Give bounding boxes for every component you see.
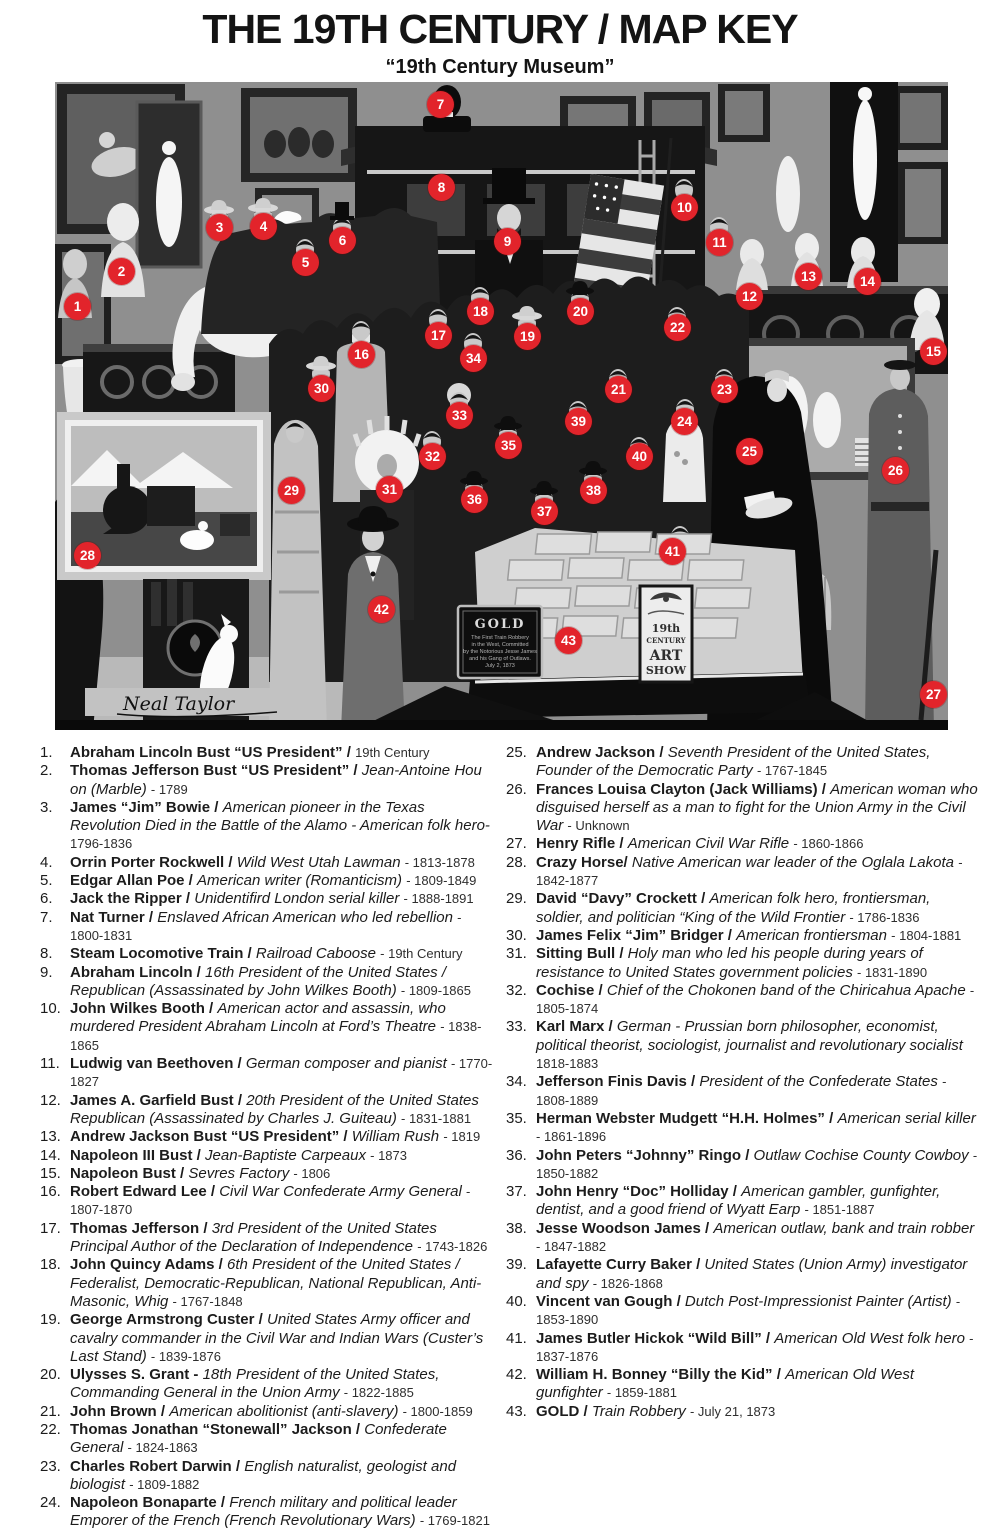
legend-item-16 [40, 1183, 498, 1220]
map-marker-33: 33 [446, 402, 473, 429]
legend-item-number: 33. [506, 1018, 527, 1036]
legend-item-number: 37. [506, 1183, 527, 1201]
legend-item-text: Napoleon III Bust / Jean-Baptiste Carpeaux - 1873 [70, 1146, 408, 1164]
legend-item-15 [40, 1165, 498, 1183]
map-marker-32: 32 [419, 443, 446, 470]
svg-text:and his Gang of Outlaws.: and his Gang of Outlaws. [469, 656, 531, 662]
legend-item-text: Ulysses S. Grant - 18th President of the United States, Commanding General in the Union Army - 1822-1885 [70, 1366, 440, 1402]
map-marker-18: 18 [467, 298, 494, 325]
map-marker-29: 29 [278, 477, 305, 504]
legend-item-31 [506, 945, 980, 982]
legend-item-number: 18. [40, 1256, 61, 1274]
legend-item-text: James Butler Hickok “Wild Bill” / American Old West folk hero - 1837-1876 [536, 1329, 974, 1364]
legend-column-left [40, 744, 498, 1531]
legend-item-text: Henry Rifle / American Civil War Rifle - 1860-1866 [536, 835, 864, 853]
map-marker-2: 2 [108, 258, 135, 285]
legend-item-text: Napoleon Bonaparte / French military and political leader Emporer of the French (French Revolutionary Wars) - 1769-1821 [70, 1494, 490, 1530]
map-marker-4: 4 [250, 213, 277, 240]
legend-item-number: 10. [40, 1000, 61, 1018]
legend-item-text: William H. Bonney “Billy the Kid” / American Old West gunfighter - 1859-1881 [536, 1366, 915, 1402]
map-marker-3: 3 [206, 214, 233, 241]
legend-item-number: 34. [506, 1073, 527, 1091]
legend-item-39 [506, 1256, 980, 1293]
legend-item-number: 12. [40, 1091, 61, 1109]
legend-item-41 [506, 1330, 980, 1367]
svg-text:19th: 19th [651, 622, 681, 635]
map-marker-11: 11 [706, 229, 733, 256]
legend-item-number: 39. [506, 1256, 527, 1274]
map-key-legend [40, 744, 980, 1531]
legend-item-12 [40, 1092, 498, 1129]
legend-item-40 [506, 1293, 980, 1330]
legend-item-11 [40, 1055, 498, 1092]
legend-item-text: Vincent van Gough / Dutch Post-Impressionist Painter (Artist) - 1853-1890 [536, 1292, 961, 1328]
legend-item-text: Napoleon Bust / Sevres Factory - 1806 [70, 1164, 331, 1182]
poster-subtitle: “19th Century Museum” [385, 56, 615, 78]
legend-item-24 [40, 1494, 498, 1531]
legend-item-number: 5. [40, 872, 53, 890]
map-marker-20: 20 [567, 298, 594, 325]
legend-item-34 [506, 1073, 980, 1110]
legend-item-number: 38. [506, 1219, 527, 1237]
legend-item-number: 7. [40, 908, 53, 926]
legend-item-text: George Armstrong Custer / United States Army officer and cavalry commander in the Civil War and Indian Wars (Custer’s Last Stand) - 1839-1876 [70, 1311, 484, 1365]
legend-item-text: Jefferson Finis Davis / President of the Confederate States - 1808-1889 [536, 1073, 947, 1108]
legend-item-text: Thomas Jonathan “Stonewall” Jackson / Confederate General - 1824-1863 [70, 1420, 447, 1457]
map-marker-22: 22 [664, 314, 691, 341]
legend-item-23 [40, 1458, 498, 1495]
map-marker-23: 23 [711, 376, 738, 403]
legend-item-35 [506, 1110, 980, 1147]
map-marker-9: 9 [494, 228, 521, 255]
svg-text:by the Notorious Jesse James: by the Notorious Jesse James [463, 649, 537, 655]
legend-item-21 [40, 1403, 498, 1421]
legend-item-number: 31. [506, 945, 527, 963]
map-marker-6: 6 [329, 227, 356, 254]
legend-item-text: Abraham Lincoln / 16th President of the United States / Republican (Assassinated by John Wilkes Booth) - 1809-1865 [70, 963, 471, 999]
map-marker-35: 35 [495, 432, 522, 459]
legend-item-number: 14. [40, 1146, 61, 1164]
map-marker-24: 24 [671, 408, 698, 435]
map-marker-42: 42 [368, 596, 395, 623]
legend-item-number: 41. [506, 1329, 527, 1347]
legend-item-3 [40, 799, 498, 854]
legend-item-number: 2. [40, 762, 53, 780]
svg-text:July 2, 1873: July 2, 1873 [485, 663, 515, 669]
legend-item-text: Abraham Lincoln Bust “US President” / 19th Century [70, 744, 430, 761]
legend-item-14 [40, 1147, 498, 1165]
map-marker-40: 40 [626, 443, 653, 470]
legend-item-number: 30. [506, 926, 527, 944]
map-marker-43: 43 [555, 627, 582, 654]
legend-item-30 [506, 927, 980, 945]
map-marker-41: 41 [659, 538, 686, 565]
legend-item-number: 13. [40, 1128, 61, 1146]
legend-item-19 [40, 1311, 498, 1366]
legend-item-text: Jesse Woodson James / American outlaw, bank and train robber - 1847-1882 [536, 1219, 975, 1255]
map-marker-14: 14 [854, 268, 881, 295]
legend-item-20 [40, 1366, 498, 1403]
svg-text:ART: ART [649, 648, 683, 664]
legend-item-number: 1. [40, 744, 53, 761]
legend-item-number: 8. [40, 945, 53, 963]
map-marker-26: 26 [882, 457, 909, 484]
map-marker-27: 27 [920, 681, 947, 708]
legend-item-38 [506, 1220, 980, 1257]
artist-signature: Neal Taylor [123, 693, 235, 715]
map-marker-38: 38 [580, 477, 607, 504]
svg-text:The First Train Robbery: The First Train Robbery [471, 635, 529, 641]
map-marker-8: 8 [428, 174, 455, 201]
legend-item-number: 28. [506, 853, 527, 871]
legend-item-number: 15. [40, 1164, 61, 1182]
legend-item-number: 23. [40, 1457, 61, 1475]
legend-item-number: 32. [506, 981, 527, 999]
legend-item-text: Nat Turner / Enslaved African American who led rebellion - 1800-1831 [70, 908, 462, 943]
legend-item-text: John Quincy Adams / 6th President of the United States / Federalist, Democratic-Republican, National Republican, Anti-Masonic, Whig - 1767-1848 [70, 1256, 482, 1310]
legend-item-1 [40, 744, 498, 762]
legend-item-number: 24. [40, 1494, 61, 1512]
legend-item-number: 20. [40, 1366, 61, 1384]
map-marker-19: 19 [514, 323, 541, 350]
legend-item-text: Jack the Ripper / Unidentifird London serial killer - 1888-1891 [70, 890, 474, 908]
legend-item-36 [506, 1147, 980, 1184]
legend-item-text: GOLD / Train Robbery - July 21, 1873 [536, 1402, 776, 1420]
map-marker-10: 10 [671, 194, 698, 221]
legend-item-number: 26. [506, 780, 527, 798]
legend-item-text: John Peters “Johnny” Ringo / Outlaw Cochise County Cowboy - 1850-1882 [536, 1146, 978, 1181]
map-marker-25: 25 [736, 438, 763, 465]
map-marker-13: 13 [795, 263, 822, 290]
legend-item-18 [40, 1256, 498, 1311]
legend-item-number: 35. [506, 1109, 527, 1127]
legend-item-number: 27. [506, 835, 527, 853]
legend-item-text: Robert Edward Lee / Civil War Confederate Army General - 1807-1870 [70, 1183, 471, 1218]
legend-item-text: Herman Webster Mudgett “H.H. Holmes” / American serial killer - 1861-1896 [536, 1109, 976, 1145]
map-marker-39: 39 [565, 408, 592, 435]
legend-item-number: 22. [40, 1420, 61, 1438]
svg-text:in the West, Committed: in the West, Committed [471, 642, 529, 648]
legend-item-42 [506, 1366, 980, 1403]
svg-text:CENTURY: CENTURY [646, 636, 686, 645]
map-marker-7: 7 [427, 91, 454, 118]
map-marker-5: 5 [292, 249, 319, 276]
map-marker-37: 37 [531, 498, 558, 525]
map-marker-34: 34 [460, 345, 487, 372]
legend-item-27 [506, 835, 980, 853]
map-marker-28: 28 [74, 542, 101, 569]
legend-item-number: 9. [40, 963, 53, 981]
map-marker-21: 21 [605, 376, 632, 403]
legend-item-28 [506, 854, 980, 891]
legend-item-number: 16. [40, 1183, 61, 1201]
legend-item-text: Karl Marx / German - Prussian born philosopher, economist, political theorist, sociologist, journalist and revolutionary socialist 1818-1883 [536, 1018, 963, 1072]
legend-item-text: Sitting Bull / Holy man who led his people during years of resistance to United States government policies - 1831-1890 [536, 945, 928, 981]
legend-item-text: Frances Louisa Clayton (Jack Williams) / American woman who disguised herself as a man to fight for the Union Army in the Civil War - Unknown [536, 780, 978, 835]
legend-item-text: Orrin Porter Rockwell / Wild West Utah Lawman - 1813-1878 [70, 853, 475, 871]
legend-column-right [506, 744, 980, 1531]
legend-item-17 [40, 1220, 498, 1257]
legend-item-5 [40, 872, 498, 890]
poster-title: THE 19TH CENTURY / MAP KEY [202, 6, 798, 52]
legend-item-text: Andrew Jackson Bust “US President” / William Rush - 1819 [70, 1128, 481, 1146]
legend-item-text: Thomas Jefferson / 3rd President of the United States Principal Author of the Declaration of Independence - 1743-1826 [70, 1219, 488, 1256]
legend-item-9 [40, 964, 498, 1001]
map-marker-15: 15 [920, 338, 947, 365]
legend-item-text: Cochise / Chief of the Chokonen band of the Chiricahua Apache - 1805-1874 [536, 981, 975, 1017]
map-marker-30: 30 [308, 375, 335, 402]
gold-plaque-title: GOLD [474, 617, 526, 632]
legend-item-number: 3. [40, 798, 53, 816]
legend-item-text: Crazy Horse/ Native American war leader of the Oglala Lakota - 1842-1877 [536, 853, 963, 889]
svg-text:SHOW: SHOW [645, 664, 687, 677]
legend-item-text: James “Jim” Bowie / American pioneer in the Texas Revolution Died in the Battle of the Alamo - American folk hero- 1796-1836 [70, 798, 490, 852]
legend-item-4 [40, 854, 498, 872]
legend-item-6 [40, 890, 498, 908]
legend-item-number: 25. [506, 744, 527, 761]
map-marker-1: 1 [64, 293, 91, 320]
map-marker-12: 12 [736, 283, 763, 310]
legend-item-text: Lafayette Curry Baker / United States (Union Army) investigator and spy - 1826-1868 [536, 1256, 968, 1292]
legend-item-number: 40. [506, 1292, 527, 1310]
legend-item-text: John Wilkes Booth / American actor and assassin, who murdered President Abraham Lincoln at Ford’s Theatre - 1838-1865 [70, 1000, 482, 1053]
legend-item-text: Charles Robert Darwin / English naturalist, geologist and biologist - 1809-1882 [70, 1457, 457, 1493]
legend-item-33 [506, 1018, 980, 1073]
legend-item-number: 29. [506, 890, 527, 908]
map-marker-17: 17 [425, 322, 452, 349]
legend-item-text: John Henry “Doc” Holliday / American gambler, gunfighter, dentist, and a good friend of Wyatt Earp - 1851-1887 [536, 1183, 941, 1219]
legend-item-number: 21. [40, 1402, 61, 1420]
legend-item-number: 4. [40, 853, 53, 871]
legend-item-10 [40, 1000, 498, 1055]
legend-item-number: 6. [40, 890, 53, 908]
legend-item-text: John Brown / American abolitionist (anti-slavery) - 1800-1859 [70, 1402, 473, 1420]
legend-item-number: 17. [40, 1219, 61, 1237]
legend-item-26 [506, 781, 980, 836]
legend-item-13 [40, 1128, 498, 1146]
legend-item-7 [40, 909, 498, 946]
legend-item-32 [506, 982, 980, 1019]
legend-item-text: Edgar Allan Poe / American writer (Romanticism) - 1809-1849 [70, 872, 477, 890]
legend-item-number: 36. [506, 1146, 527, 1164]
map-marker-16: 16 [348, 341, 375, 368]
legend-item-text: Thomas Jefferson Bust “US President” / Jean-Antoine Hou on (Marble) - 1789 [70, 762, 482, 798]
legend-item-number: 11. [40, 1055, 60, 1073]
legend-item-text: David “Davy” Crockett / American folk hero, frontiersman, soldier, and politician “King of the Wild Frontier - 1786-1836 [536, 890, 931, 926]
map-marker-36: 36 [461, 486, 488, 513]
legend-item-number: 42. [506, 1366, 527, 1384]
legend-item-text: James Felix “Jim” Bridger / American frontiersman - 1804-1881 [536, 926, 962, 944]
legend-item-29 [506, 890, 980, 927]
legend-item-number: 19. [40, 1311, 61, 1329]
legend-item-8 [40, 945, 498, 963]
legend-item-43 [506, 1403, 980, 1421]
legend-item-22 [40, 1421, 498, 1458]
legend-item-37 [506, 1183, 980, 1220]
map-marker-31: 31 [376, 476, 403, 503]
legend-item-2 [40, 762, 498, 799]
legend-item-text: Ludwig van Beethoven / German composer and pianist - 1770-1827 [70, 1055, 493, 1090]
legend-item-25 [506, 744, 980, 781]
legend-item-text: Steam Locomotive Train / Railroad Caboose - 19th Century [70, 945, 463, 963]
legend-item-text: James A. Garfield Bust / 20th President of the United States Republican (Assassinated by Charles J. Guiteau) - 1831-1881 [70, 1091, 479, 1127]
legend-item-text: Andrew Jackson / Seventh President of the United States, Founder of the Democratic Party - 1767-1845 [536, 744, 931, 780]
legend-item-number: 43. [506, 1402, 527, 1420]
